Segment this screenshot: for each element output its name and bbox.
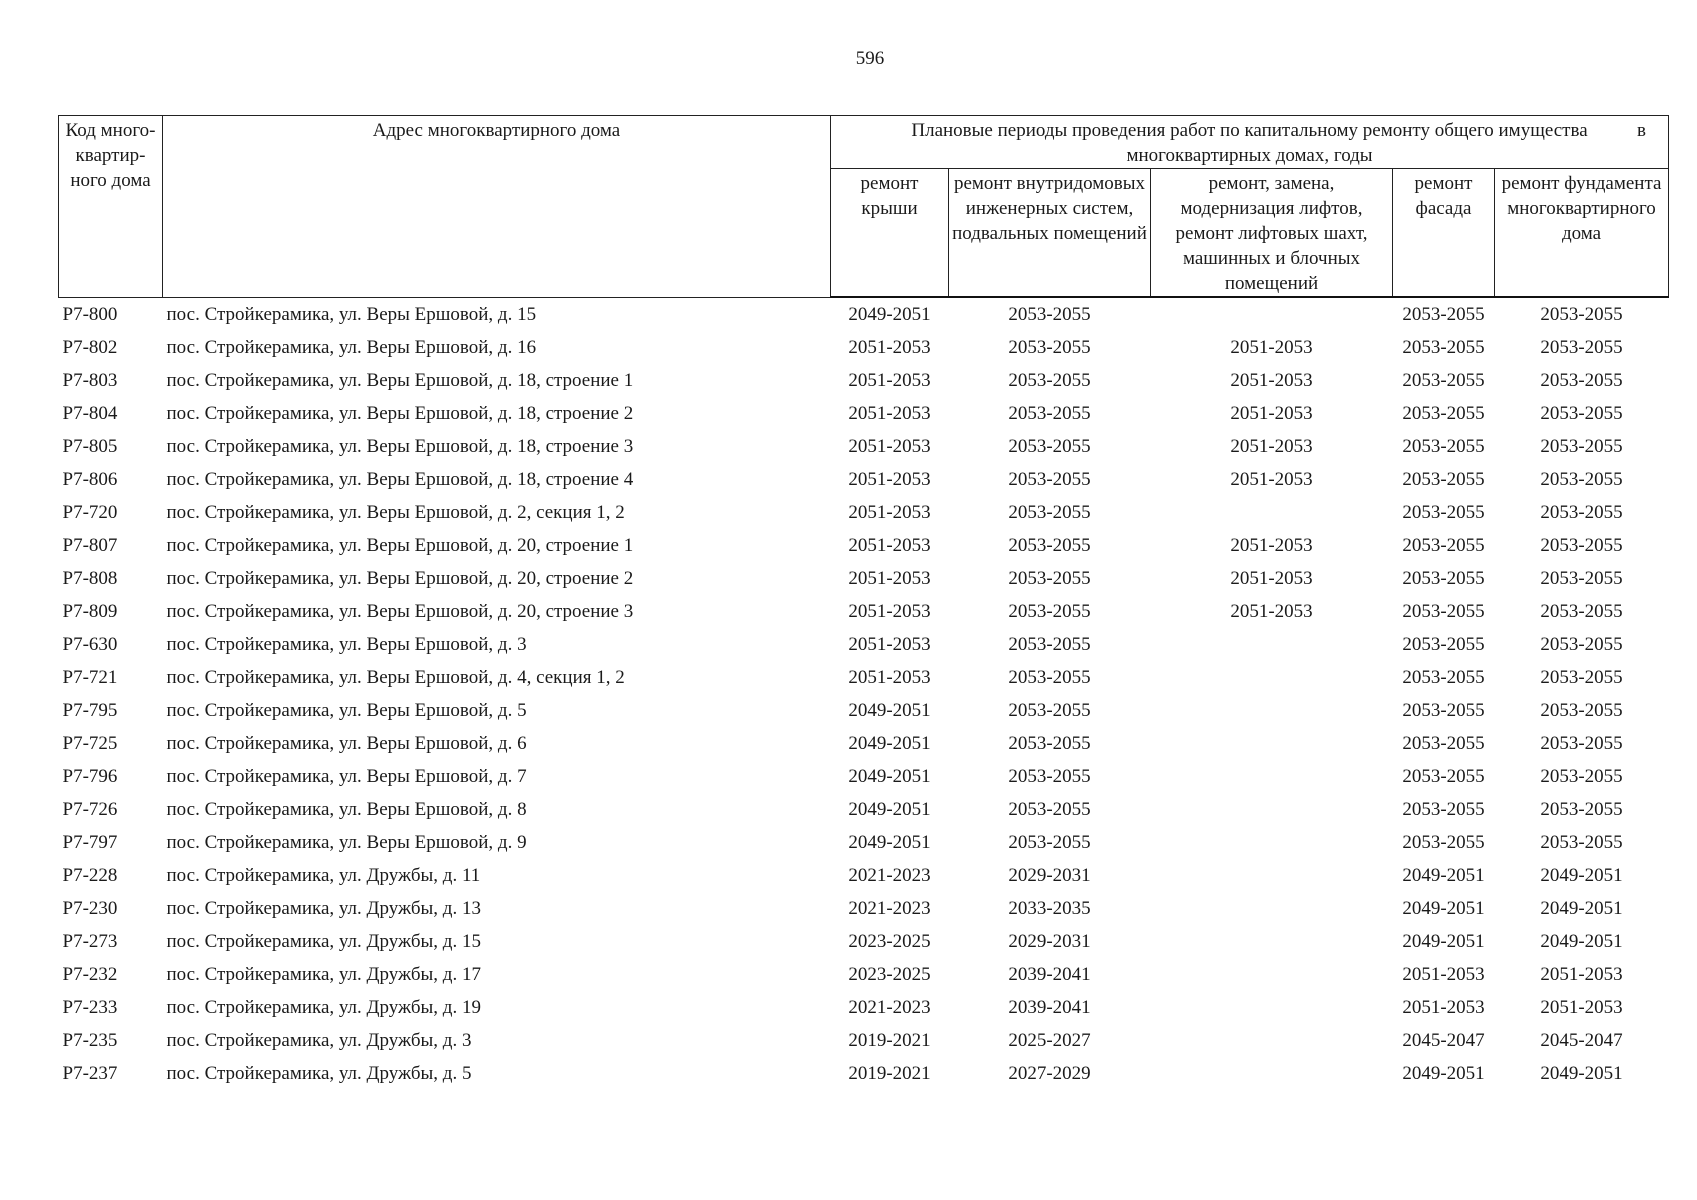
table-row <box>59 595 1669 628</box>
row-engineering-period: 2053-2055 <box>1008 502 1091 523</box>
row-address: пос. Стройкерамика, ул. Веры Ершовой, д. 18, строение 1 <box>166 370 634 391</box>
row-foundation-period: 2051-2053 <box>1540 964 1623 985</box>
header-roof: ремонт крыши <box>831 169 949 298</box>
row-address: пос. Стройкерамика, ул. Веры Ершовой, д. 6 <box>166 733 527 754</box>
row-engineering-period: 2053-2055 <box>1008 700 1091 721</box>
row-facade-period: 2053-2055 <box>1402 832 1485 853</box>
table-row <box>59 1057 1669 1090</box>
row-roof-period: 2049-2051 <box>848 700 931 721</box>
row-address: пос. Стройкерамика, ул. Веры Ершовой, д. 16 <box>166 337 537 358</box>
row-roof-period: 2049-2051 <box>848 733 931 754</box>
row-facade-period: 2049-2051 <box>1402 931 1485 952</box>
row-elevators-period <box>1151 1057 1393 1090</box>
row-facade-period: 2053-2055 <box>1402 733 1485 754</box>
header-foundation: ремонт фундамента многоквартирного дома <box>1495 169 1669 298</box>
row-roof-period: 2051-2053 <box>848 370 931 391</box>
row-foundation-period: 2053-2055 <box>1540 832 1623 853</box>
row-engineering-period: 2053-2055 <box>1008 469 1091 490</box>
row-roof-period: 2051-2053 <box>848 601 931 622</box>
table-row <box>59 496 1669 529</box>
row-engineering-period: 2053-2055 <box>1008 535 1091 556</box>
row-code: Р7-228 <box>62 865 118 886</box>
table-row <box>59 727 1669 760</box>
row-code: Р7-802 <box>62 337 118 358</box>
header-facade: ремонт фасада <box>1393 169 1495 298</box>
row-facade-period: 2051-2053 <box>1402 997 1485 1018</box>
row-roof-period: 2049-2051 <box>848 832 931 853</box>
row-engineering-period: 2029-2031 <box>1008 931 1091 952</box>
table-row <box>59 529 1669 562</box>
row-address: пос. Стройкерамика, ул. Веры Ершовой, д. 20, строение 1 <box>166 535 634 556</box>
row-foundation-period: 2053-2055 <box>1540 403 1623 424</box>
row-elevators-period <box>1151 661 1393 694</box>
row-foundation-period: 2053-2055 <box>1540 667 1623 688</box>
row-elevators-period: 2051-2053 <box>1230 337 1313 358</box>
row-address: пос. Стройкерамика, ул. Веры Ершовой, д. 2, секция 1, 2 <box>166 502 625 523</box>
row-address: пос. Стройкерамика, ул. Веры Ершовой, д. 7 <box>166 766 527 787</box>
row-engineering-period: 2053-2055 <box>1008 568 1091 589</box>
header-address: Адрес многоквартирного дома <box>163 116 831 298</box>
row-engineering-period: 2053-2055 <box>1008 799 1091 820</box>
row-facade-period: 2053-2055 <box>1402 601 1485 622</box>
table-row <box>59 694 1669 727</box>
row-elevators-period <box>1151 925 1393 958</box>
row-facade-period: 2045-2047 <box>1402 1030 1485 1051</box>
row-roof-period: 2021-2023 <box>848 898 931 919</box>
row-elevators-period: 2051-2053 <box>1230 601 1313 622</box>
table-row <box>59 991 1669 1024</box>
row-engineering-period: 2053-2055 <box>1008 667 1091 688</box>
row-roof-period: 2051-2053 <box>848 568 931 589</box>
row-engineering-period: 2053-2055 <box>1008 337 1091 358</box>
row-foundation-period: 2051-2053 <box>1540 997 1623 1018</box>
header-elevators: ремонт, замена, модернизация лифтов, ремонт лифтовых шахт, машинных и блочных помещений <box>1151 169 1393 298</box>
row-code: Р7-796 <box>62 766 118 787</box>
row-address: пос. Стройкерамика, ул. Дружбы, д. 5 <box>166 1063 472 1084</box>
row-roof-period: 2019-2021 <box>848 1063 931 1084</box>
page-number: 596 <box>855 48 885 69</box>
row-facade-period: 2049-2051 <box>1402 898 1485 919</box>
row-foundation-period: 2053-2055 <box>1540 634 1623 655</box>
row-address: пос. Стройкерамика, ул. Веры Ершовой, д. 18, строение 3 <box>166 436 634 457</box>
row-facade-period: 2053-2055 <box>1402 337 1485 358</box>
row-foundation-period: 2053-2055 <box>1540 304 1623 325</box>
table-row <box>59 760 1669 793</box>
row-foundation-period: 2053-2055 <box>1540 436 1623 457</box>
row-engineering-period: 2029-2031 <box>1008 865 1091 886</box>
row-roof-period: 2051-2053 <box>848 337 931 358</box>
row-code: Р7-806 <box>62 469 118 490</box>
row-facade-period: 2051-2053 <box>1402 964 1485 985</box>
row-foundation-period: 2053-2055 <box>1540 799 1623 820</box>
row-code: Р7-235 <box>62 1030 118 1051</box>
row-engineering-period: 2053-2055 <box>1008 766 1091 787</box>
row-roof-period: 2051-2053 <box>848 469 931 490</box>
row-elevators-period: 2051-2053 <box>1230 436 1313 457</box>
row-code: Р7-233 <box>62 997 118 1018</box>
row-address: пос. Стройкерамика, ул. Веры Ершовой, д. 18, строение 2 <box>166 403 634 424</box>
row-roof-period: 2019-2021 <box>848 1030 931 1051</box>
row-foundation-period: 2053-2055 <box>1540 502 1623 523</box>
row-elevators-period <box>1151 991 1393 1024</box>
row-code: Р7-230 <box>62 898 118 919</box>
row-elevators-period <box>1151 859 1393 892</box>
table-row <box>59 364 1669 397</box>
table-row <box>59 463 1669 496</box>
row-facade-period: 2053-2055 <box>1402 436 1485 457</box>
row-foundation-period: 2053-2055 <box>1540 733 1623 754</box>
row-code: Р7-720 <box>62 502 118 523</box>
row-foundation-period: 2053-2055 <box>1540 337 1623 358</box>
row-foundation-period: 2049-2051 <box>1540 898 1623 919</box>
row-engineering-period: 2025-2027 <box>1008 1030 1091 1051</box>
row-foundation-period: 2049-2051 <box>1540 931 1623 952</box>
table-row <box>59 661 1669 694</box>
row-elevators-period <box>1151 958 1393 991</box>
row-engineering-period: 2053-2055 <box>1008 832 1091 853</box>
row-engineering-period: 2053-2055 <box>1008 403 1091 424</box>
row-roof-period: 2049-2051 <box>848 799 931 820</box>
row-roof-period: 2023-2025 <box>848 931 931 952</box>
row-address: пос. Стройкерамика, ул. Веры Ершовой, д. 20, строение 3 <box>166 601 634 622</box>
header-planned-periods-tail: многоквартирных домах, годы <box>1126 145 1373 166</box>
row-engineering-period: 2027-2029 <box>1008 1063 1091 1084</box>
row-code: Р7-805 <box>62 436 118 457</box>
table-row <box>59 958 1669 991</box>
row-facade-period: 2053-2055 <box>1402 403 1485 424</box>
row-facade-period: 2053-2055 <box>1402 634 1485 655</box>
row-foundation-period: 2045-2047 <box>1540 1030 1623 1051</box>
row-code: Р7-809 <box>62 601 118 622</box>
row-engineering-period: 2053-2055 <box>1008 370 1091 391</box>
row-address: пос. Стройкерамика, ул. Веры Ершовой, д. 5 <box>166 700 527 721</box>
header-planned-periods-text: Плановые периоды проведения работ по капитальному ремонту общего имущества <box>911 120 1588 141</box>
row-facade-period: 2053-2055 <box>1402 469 1485 490</box>
row-address: пос. Стройкерамика, ул. Веры Ершовой, д. 15 <box>166 303 537 325</box>
row-facade-period: 2053-2055 <box>1402 535 1485 556</box>
header-engineering: ремонт внутридомовых инженерных систем, подвальных помещений <box>949 169 1151 298</box>
row-elevators-period <box>1151 297 1393 331</box>
row-foundation-period: 2053-2055 <box>1540 568 1623 589</box>
row-elevators-period: 2051-2053 <box>1230 469 1313 490</box>
table-row <box>59 826 1669 859</box>
table-row <box>59 562 1669 595</box>
row-engineering-period: 2033-2035 <box>1008 898 1091 919</box>
row-elevators-period <box>1151 793 1393 826</box>
row-engineering-period: 2053-2055 <box>1008 601 1091 622</box>
row-address: пос. Стройкерамика, ул. Веры Ершовой, д. 8 <box>166 799 527 820</box>
row-foundation-period: 2053-2055 <box>1540 700 1623 721</box>
row-roof-period: 2051-2053 <box>848 403 931 424</box>
row-roof-period: 2049-2051 <box>848 766 931 787</box>
table-row <box>59 430 1669 463</box>
row-code: Р7-797 <box>62 832 118 853</box>
row-engineering-period: 2053-2055 <box>1008 634 1091 655</box>
row-roof-period: 2051-2053 <box>848 667 931 688</box>
table-row <box>59 793 1669 826</box>
row-engineering-period: 2039-2041 <box>1008 997 1091 1018</box>
row-facade-period: 2053-2055 <box>1402 568 1485 589</box>
row-facade-period: 2053-2055 <box>1402 304 1485 325</box>
row-roof-period: 2049-2051 <box>848 304 931 325</box>
row-code: Р7-237 <box>62 1063 118 1084</box>
row-elevators-period <box>1151 760 1393 793</box>
row-foundation-period: 2049-2051 <box>1540 1063 1623 1084</box>
row-address: пос. Стройкерамика, ул. Дружбы, д. 19 <box>166 997 481 1018</box>
header-planned-periods-v: в <box>1637 120 1647 141</box>
row-elevators-period <box>1151 826 1393 859</box>
row-code: Р7-725 <box>62 733 118 754</box>
row-code: Р7-800 <box>62 303 118 325</box>
row-elevators-period <box>1151 694 1393 727</box>
row-facade-period: 2053-2055 <box>1402 370 1485 391</box>
row-roof-period: 2051-2053 <box>848 436 931 457</box>
row-code: Р7-232 <box>62 964 118 985</box>
row-roof-period: 2051-2053 <box>848 502 931 523</box>
row-elevators-period: 2051-2053 <box>1230 568 1313 589</box>
table-row <box>59 925 1669 958</box>
row-roof-period: 2051-2053 <box>848 535 931 556</box>
repair-schedule-table <box>58 115 1669 1090</box>
row-elevators-period <box>1151 892 1393 925</box>
table-row <box>59 1024 1669 1057</box>
row-roof-period: 2021-2023 <box>848 865 931 886</box>
row-roof-period: 2051-2053 <box>848 634 931 655</box>
row-facade-period: 2053-2055 <box>1402 799 1485 820</box>
row-facade-period: 2049-2051 <box>1402 865 1485 886</box>
row-code: Р7-807 <box>62 535 118 556</box>
row-elevators-period <box>1151 496 1393 529</box>
table-row <box>59 297 1669 331</box>
table-row <box>59 859 1669 892</box>
row-address: пос. Стройкерамика, ул. Дружбы, д. 13 <box>166 898 481 919</box>
row-engineering-period: 2053-2055 <box>1008 436 1091 457</box>
row-foundation-period: 2053-2055 <box>1540 370 1623 391</box>
row-code: Р7-803 <box>62 370 118 391</box>
table-row <box>59 892 1669 925</box>
header-planned-periods <box>831 116 1669 169</box>
row-facade-period: 2053-2055 <box>1402 700 1485 721</box>
row-facade-period: 2049-2051 <box>1402 1063 1485 1084</box>
row-foundation-period: 2053-2055 <box>1540 601 1623 622</box>
row-code: Р7-721 <box>62 667 118 688</box>
row-elevators-period: 2051-2053 <box>1230 370 1313 391</box>
row-address: пос. Стройкерамика, ул. Веры Ершовой, д. 4, секция 1, 2 <box>166 667 625 688</box>
row-address: пос. Стройкерамика, ул. Веры Ершовой, д. 18, строение 4 <box>166 469 634 490</box>
row-address: пос. Стройкерамика, ул. Веры Ершовой, д. 20, строение 2 <box>166 568 634 589</box>
row-elevators-period <box>1151 727 1393 760</box>
row-facade-period: 2053-2055 <box>1402 766 1485 787</box>
row-elevators-period: 2051-2053 <box>1230 403 1313 424</box>
row-code: Р7-726 <box>62 799 118 820</box>
row-code: Р7-808 <box>62 568 118 589</box>
table-row <box>59 397 1669 430</box>
table-row <box>59 331 1669 364</box>
row-elevators-period <box>1151 628 1393 661</box>
row-foundation-period: 2049-2051 <box>1540 865 1623 886</box>
row-roof-period: 2023-2025 <box>848 964 931 985</box>
row-elevators-period: 2051-2053 <box>1230 535 1313 556</box>
row-facade-period: 2053-2055 <box>1402 502 1485 523</box>
row-engineering-period: 2053-2055 <box>1008 304 1091 325</box>
row-code: Р7-795 <box>62 700 118 721</box>
row-elevators-period <box>1151 1024 1393 1057</box>
row-code: Р7-273 <box>62 931 118 952</box>
row-address: пос. Стройкерамика, ул. Дружбы, д. 11 <box>166 865 481 886</box>
row-code: Р7-630 <box>62 634 118 655</box>
table-body <box>59 297 1669 1090</box>
row-foundation-period: 2053-2055 <box>1540 469 1623 490</box>
table-row <box>59 628 1669 661</box>
header-code: Код много-квартир-ного дома <box>59 116 163 298</box>
row-address: пос. Стройкерамика, ул. Веры Ершовой, д. 9 <box>166 832 527 853</box>
row-engineering-period: 2039-2041 <box>1008 964 1091 985</box>
row-address: пос. Стройкерамика, ул. Дружбы, д. 15 <box>166 931 481 952</box>
row-address: пос. Стройкерамика, ул. Дружбы, д. 3 <box>166 1030 472 1051</box>
row-foundation-period: 2053-2055 <box>1540 766 1623 787</box>
row-address: пос. Стройкерамика, ул. Веры Ершовой, д. 3 <box>166 634 527 655</box>
row-code: Р7-804 <box>62 403 118 424</box>
row-engineering-period: 2053-2055 <box>1008 733 1091 754</box>
row-roof-period: 2021-2023 <box>848 997 931 1018</box>
row-facade-period: 2053-2055 <box>1402 667 1485 688</box>
row-foundation-period: 2053-2055 <box>1540 535 1623 556</box>
row-address: пос. Стройкерамика, ул. Дружбы, д. 17 <box>166 964 481 985</box>
table-header <box>59 116 1669 298</box>
